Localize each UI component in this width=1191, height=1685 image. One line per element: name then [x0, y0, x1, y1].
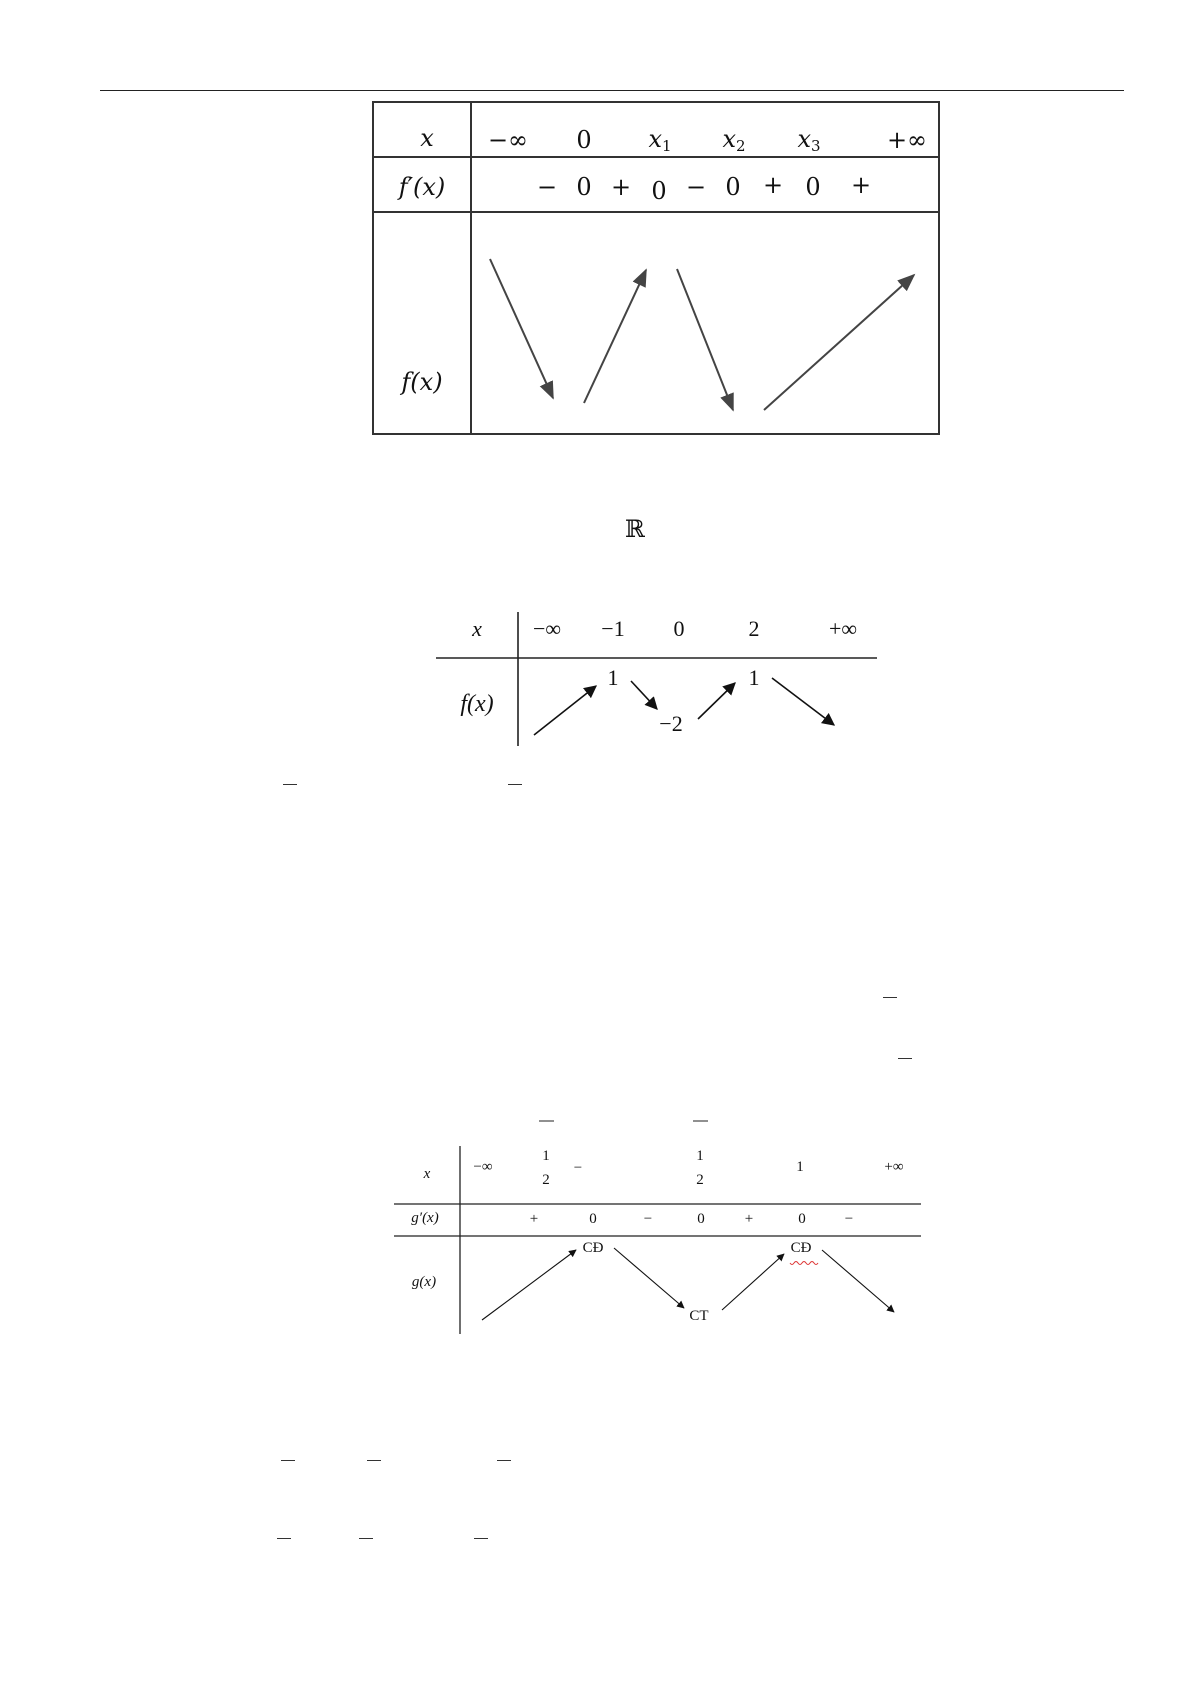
t3-x-one: 1 [796, 1159, 804, 1175]
t3-row-label-g: g(x) [411, 1274, 437, 1290]
t1-fp-zero-2: 0 [651, 177, 667, 205]
t1-x-x2: $x_2$ [722, 125, 746, 155]
t2-f-max-2: 1 [748, 665, 760, 690]
t2-x-neg-inf: −∞ [532, 616, 562, 641]
overline-mark [474, 1538, 488, 1539]
t3-x-frac-num-2: 1 [696, 1148, 704, 1164]
t3-x-pos-inf: +∞ [884, 1159, 904, 1175]
t3-x-frac-den-2: 2 [696, 1172, 704, 1188]
overline-mark [367, 1460, 381, 1461]
t1-row-label-f: f(x) [401, 368, 443, 396]
t3-g-max-2: CĐ [790, 1240, 812, 1256]
t1-x-neg-inf: −∞ [487, 126, 529, 154]
t1-fp-sign-4: + [762, 171, 784, 199]
overline-mark [281, 1460, 295, 1461]
overline-mark [277, 1538, 291, 1539]
t1-x-zero: 0 [576, 126, 592, 154]
t2-x-minus-one: −1 [601, 616, 625, 641]
t2-x-two: 2 [748, 616, 760, 641]
t1-fp-sign-5: + [850, 171, 872, 199]
t3-gp-zero-1: 0 [589, 1211, 597, 1227]
t3-row-label-x: x [423, 1166, 431, 1182]
g-arrow-up-2 [722, 1254, 784, 1310]
t1-fp-sign-2: + [610, 173, 632, 201]
t1-fp-sign-3: − [685, 173, 707, 201]
t3-x-neg-sign: − [573, 1160, 583, 1176]
t3-x-neg-inf: −∞ [473, 1159, 493, 1175]
t2-f-min: −2 [659, 711, 683, 736]
real-numbers-symbol: ℝ [625, 515, 645, 543]
g-arrow-up-1 [482, 1250, 576, 1320]
t1-fp-zero-4: 0 [805, 173, 821, 201]
t3-gp-sign-4: − [844, 1211, 854, 1227]
overline-mark [497, 1460, 511, 1461]
t3-gp-sign-1: + [529, 1211, 539, 1227]
g-arrow-down-1 [614, 1248, 684, 1308]
t1-x-x1: $x_1$ [648, 125, 672, 155]
t1-row-label-fprime: f′(x) [398, 173, 446, 201]
t2-x-pos-inf: +∞ [828, 616, 858, 641]
t3-gp-zero-3: 0 [798, 1211, 806, 1227]
t3-g-max-1: CĐ [582, 1240, 604, 1256]
t3-gp-sign-3: + [744, 1211, 754, 1227]
t2-row-label-x: x [472, 616, 482, 641]
t2-f-max-1: 1 [607, 665, 619, 690]
t1-row-label-x: x [420, 124, 434, 152]
t3-x-frac-den-1: 2 [542, 1172, 550, 1188]
overline-mark [359, 1538, 373, 1539]
t1-x-x3: $x_3$ [797, 125, 821, 155]
t1-fp-zero-1: 0 [576, 173, 592, 201]
g-arrow-down-2 [822, 1250, 894, 1312]
t2-row-label-f: f(x) [460, 691, 494, 717]
t3-x-frac-num-1: 1 [542, 1148, 550, 1164]
t1-fp-sign-1: − [536, 173, 558, 201]
t2-x-zero: 0 [673, 616, 685, 641]
t1-fp-zero-3: 0 [725, 173, 741, 201]
t3-gp-zero-2: 0 [697, 1211, 705, 1227]
t3-gp-sign-2: − [643, 1211, 653, 1227]
spell-check-underline [790, 1262, 818, 1265]
t3-g-min: CT [689, 1308, 709, 1324]
t1-x-pos-inf: +∞ [886, 126, 928, 154]
t3-row-label-gprime: g′(x) [411, 1210, 439, 1226]
